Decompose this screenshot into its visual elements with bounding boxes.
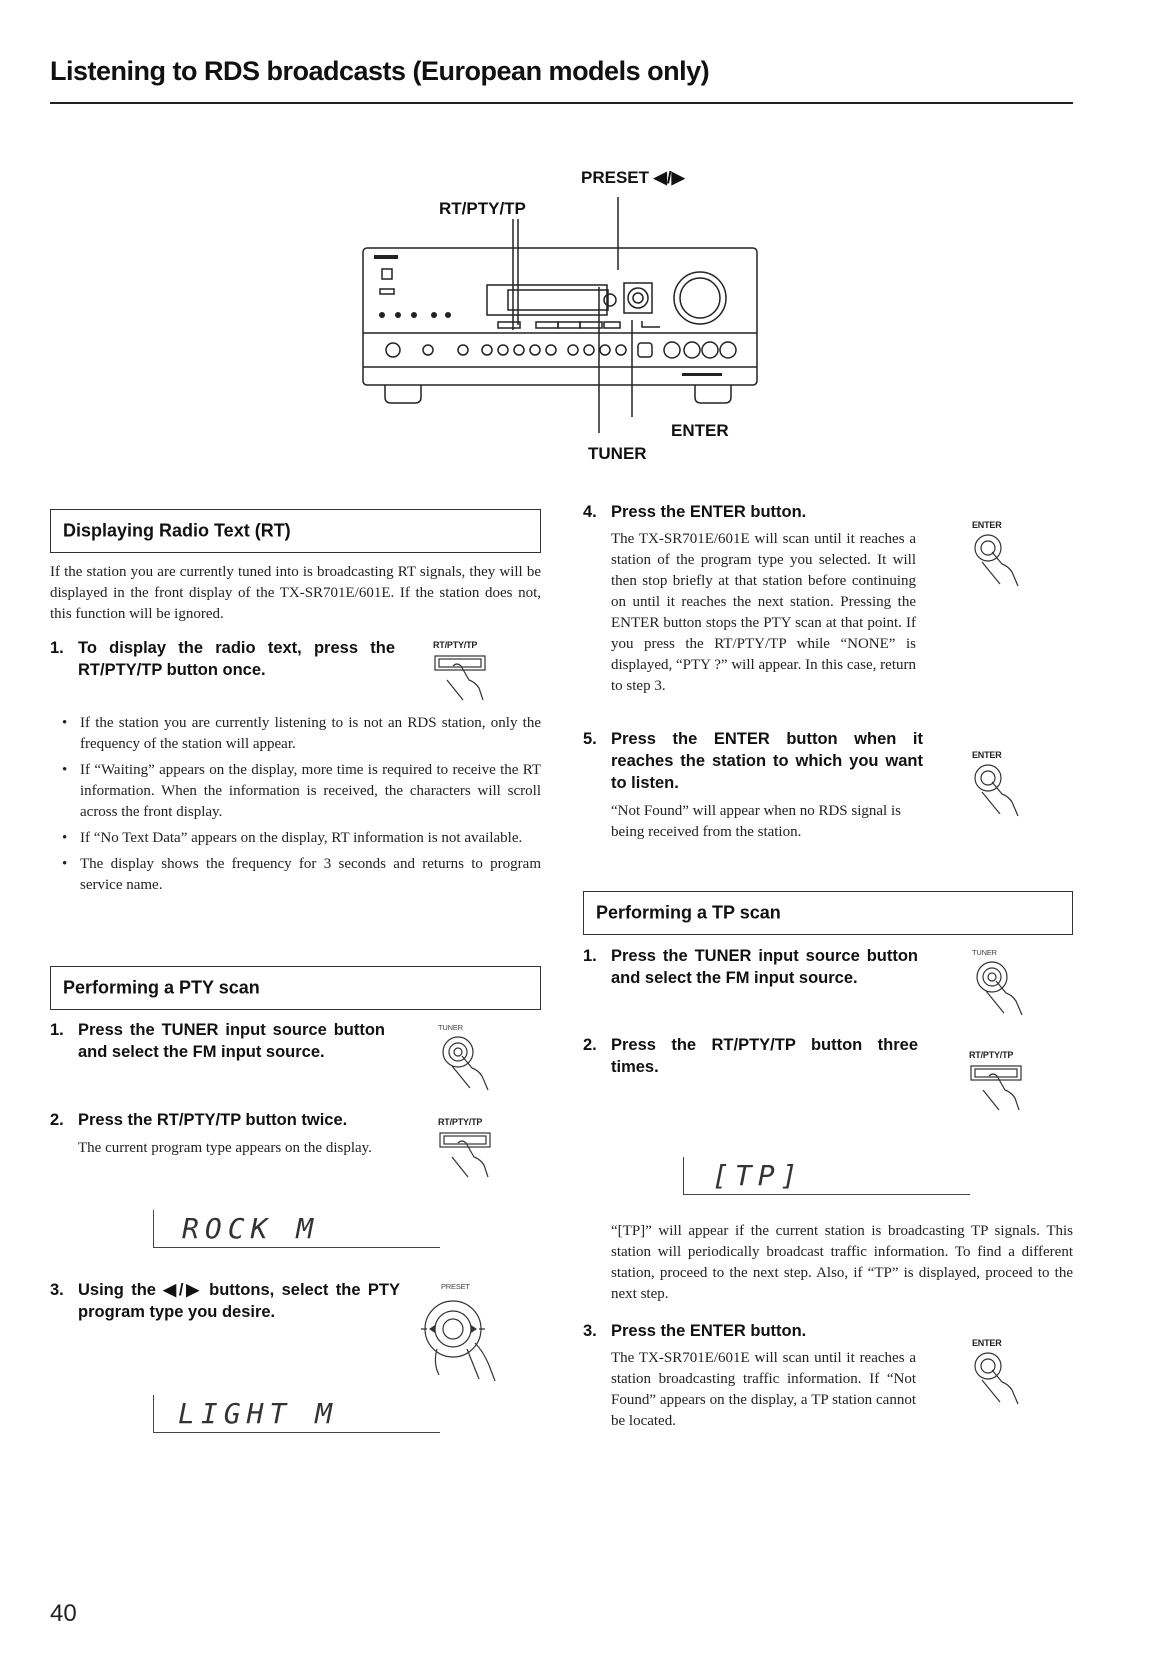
finger-press-icon — [438, 1127, 502, 1183]
pty-step-3-number: 3. — [50, 1281, 64, 1299]
finger-press-icon — [433, 650, 497, 706]
rt-pty-tp-callout: RT/PTY/TP — [439, 199, 526, 218]
tp-step-3-number: 3. — [583, 1322, 597, 1340]
rt-pty-tp-button-icon — [438, 1117, 502, 1188]
tp-step-2-number: 2. — [583, 1036, 597, 1054]
page-number: 40 — [50, 1600, 77, 1627]
rt-step-1-number: 1. — [50, 639, 64, 657]
enter-callout: ENTER — [671, 421, 729, 440]
rt-step-1-text: To display the radio text, press the RT/PTY/TP button once. — [78, 639, 395, 679]
tuner-callout: TUNER — [588, 444, 647, 463]
rt-note-item: • The display shows the frequency for 3 seconds and returns to program service name. — [50, 854, 541, 896]
rt-step-1 — [50, 637, 395, 681]
rt-notes-list — [50, 713, 541, 901]
pty-step-2 — [50, 1109, 400, 1131]
rt-intro-text: If the station you are currently tuned into is broadcasting RT signals, they will be displayed in the front display of the TX-SR701E/601E. If the station does not, this function will be ignored. — [50, 564, 541, 622]
pty-step-4-text: Press the ENTER button. — [611, 503, 807, 521]
tp-step-3-text: Press the ENTER button. — [611, 1322, 807, 1340]
rt-pty-tp-icon-label: RT/PTY/TP — [433, 640, 478, 650]
enter-icon-label: ENTER — [972, 750, 1002, 760]
finger-press-icon — [972, 760, 1036, 822]
display-text-tp: [TP] — [712, 1159, 804, 1192]
rt-pty-tp-icon-label: RT/PTY/TP — [969, 1050, 1014, 1060]
receiver-front-panel-illustration — [360, 185, 760, 440]
pty-step-3-text: Using the ◀/▶ buttons, select the PTY program type you desire. — [78, 1281, 400, 1321]
rt-pty-tp-button-icon — [969, 1050, 1033, 1121]
display-text-rock: ROCK M — [182, 1212, 320, 1245]
finger-press-icon — [969, 1060, 1033, 1116]
pty-step-2-number: 2. — [50, 1111, 64, 1129]
preset-icon-label: PRESET — [441, 1282, 470, 1291]
display-readout-rock — [153, 1210, 440, 1248]
rt-section-heading: Displaying Radio Text (RT) — [63, 520, 291, 541]
rt-pty-tp-icon-label: RT/PTY/TP — [438, 1117, 483, 1127]
preset-dial-icon — [405, 1282, 515, 1388]
pty-section-heading: Performing a PTY scan — [63, 977, 260, 998]
pty-step-2-text: Press the RT/PTY/TP button twice. — [78, 1111, 348, 1129]
tp-step-3-description: The TX-SR701E/601E will scan until it reaches a station broadcasting traffic information. If “Not Found” appears on the display, a TP station cannot be located. — [611, 1350, 916, 1429]
display-text-light: LIGHT M — [178, 1397, 339, 1430]
enter-button-icon — [972, 520, 1036, 597]
pty-step-3 — [50, 1279, 400, 1323]
pty-step-1-text: Press the TUNER input source button and select the FM input source. — [78, 1021, 385, 1061]
pty-step-2-description: The current program type appears on the display. — [78, 1140, 372, 1156]
tp-step-2 — [583, 1034, 918, 1078]
pty-step-4-number: 4. — [583, 503, 597, 521]
tp-step-3 — [583, 1320, 918, 1342]
tp-section-header — [583, 891, 1073, 935]
pty-section-header — [50, 966, 541, 1010]
finger-press-icon — [972, 530, 1036, 592]
display-readout-tp — [683, 1157, 970, 1195]
page-title: Listening to RDS broadcasts (European models only) — [50, 56, 710, 86]
title-divider — [50, 102, 1073, 104]
rt-note-item: • If “Waiting” appears on the display, more time is required to receive the RT information. When the information is received, the characters will scroll across the front display. — [50, 760, 541, 823]
tp-step-1-text: Press the TUNER input source button and select the FM input source. — [611, 947, 918, 987]
finger-press-icon — [438, 1032, 502, 1096]
pty-step-5 — [583, 728, 923, 794]
tp-step-1 — [583, 945, 918, 989]
rt-note-item: • If the station you are currently listening to is not an RDS station, only the frequency of the station will appear. — [50, 713, 541, 755]
finger-press-icon — [405, 1291, 515, 1383]
pty-step-1 — [50, 1019, 385, 1063]
pty-step-5-text: Press the ENTER button when it reaches the station to which you want to listen. — [611, 730, 923, 792]
tp-step-1-number: 1. — [583, 947, 597, 965]
tuner-icon-label: TUNER — [972, 948, 997, 957]
tuner-icon-label: TUNER — [438, 1023, 463, 1032]
preset-callout-label: PRESET — [581, 168, 650, 187]
enter-button-icon — [972, 1338, 1036, 1415]
tuner-button-icon — [972, 948, 1036, 1026]
finger-press-icon — [972, 1348, 1036, 1410]
rt-note-item: • If “No Text Data” appears on the display, RT information is not available. — [50, 828, 541, 849]
rt-section-header — [50, 509, 541, 553]
rt-pty-tp-button-icon — [433, 640, 497, 711]
enter-icon-label: ENTER — [972, 1338, 1002, 1348]
tp-section-heading: Performing a TP scan — [596, 902, 781, 923]
pty-step-4 — [583, 501, 923, 523]
preset-callout-arrows: ◀/▶ — [653, 168, 685, 187]
pty-step-5-number: 5. — [583, 730, 597, 748]
tuner-button-icon — [438, 1023, 502, 1101]
pty-step-5-description: “Not Found” will appear when no RDS signal is being received from the station. — [611, 803, 901, 840]
tp-step-2-text: Press the RT/PTY/TP button three times. — [611, 1036, 918, 1076]
pty-step-1-number: 1. — [50, 1021, 64, 1039]
enter-icon-label: ENTER — [972, 520, 1002, 530]
pty-step-4-description: The TX-SR701E/601E will scan until it reaches a station of the program type you selected. It will then stop briefly at that station before continuing on until it reaches the next station. Pressing the ENTER button stops the PTY scan at that point. If you press the RT/PTY/TP while “NONE” is displayed, “PTY ?” will appear. In this case, return to step 3. — [611, 531, 916, 694]
tp-description: “[TP]” will appear if the current station is broadcasting TP signals. This station will periodically broadcast traffic information. To find a different station, proceed to the next step. Also, if “TP” is displayed, proceed to the next step. — [611, 1223, 1073, 1302]
finger-press-icon — [972, 957, 1036, 1021]
display-readout-light — [153, 1395, 440, 1433]
enter-button-icon — [972, 750, 1036, 827]
